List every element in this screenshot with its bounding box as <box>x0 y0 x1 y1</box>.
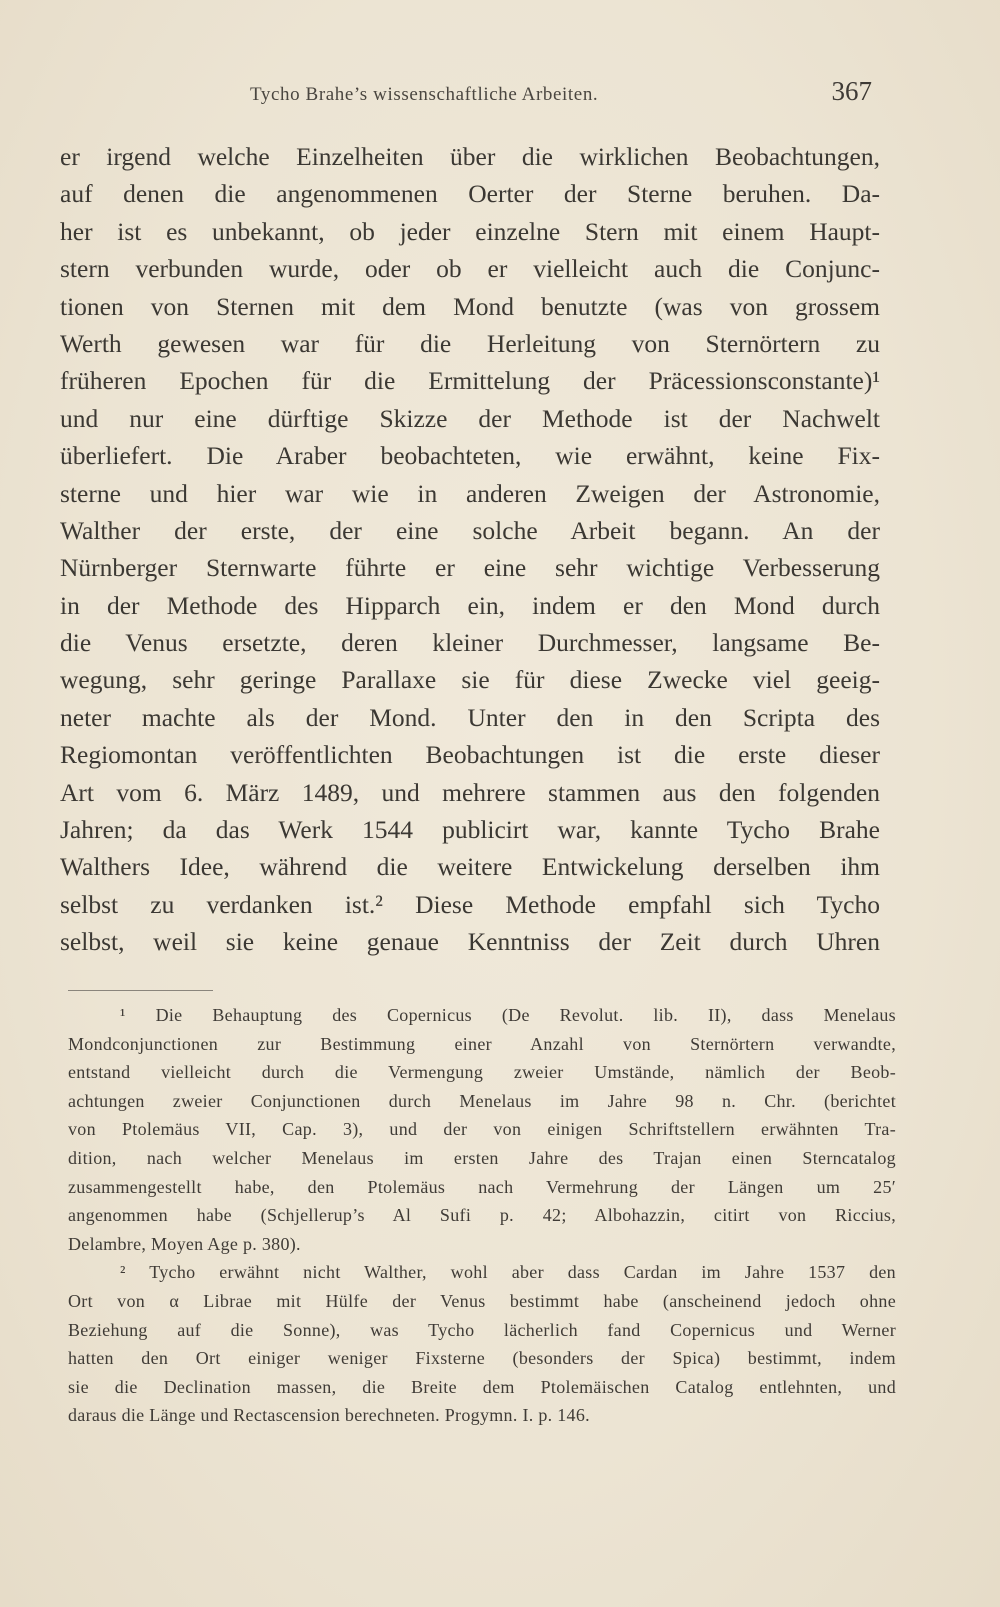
footnote-line: angenommen habe (Schjellerup’s Al Sufi p. 42; Albohazzin, citirt von Riccius, <box>68 1205 896 1226</box>
footnote-line: ² Tycho erwähnt nicht Walther, wohl aber dass Cardan im Jahre 1537 den <box>120 1262 896 1283</box>
text-line: Walther der erste, der eine solche Arbeit begann. An der <box>60 515 880 545</box>
text-line: Regiomontan veröffentlichten Beobachtungen ist die erste dieser <box>60 740 880 770</box>
footnote-line: ¹ Die Behauptung des Copernicus (De Revolut. lib. II), dass Menelaus <box>120 1005 896 1025</box>
text-line: Jahren; da das Werk 1544 publicirt war, kannte Tycho Brahe <box>60 815 880 845</box>
text-line: stern verbunden wurde, oder ob er vielleicht auch die Conjunc- <box>60 254 880 284</box>
text-line: selbst zu verdanken ist.² Diese Methode empfahl sich Tycho <box>60 889 880 919</box>
footnote-line: zusammengestellt habe, den Ptolemäus nach Vermehrung der Längen um 25′ <box>68 1176 896 1197</box>
footnote-line: Ort von α Librae mit Hülfe der Venus bestimmt habe (anscheinend jedoch ohne <box>68 1290 896 1311</box>
footnotes-block <box>68 1001 896 1430</box>
text-line: er irgend welche Einzelheiten über die wirklichen Beobachtungen, <box>60 142 880 171</box>
footnote-line: hatten den Ort einiger weniger Fixsterne (besonders der Spica) bestimmt, indem <box>68 1348 896 1369</box>
footnote-line: daraus die Länge und Rectascension berechneten. Progymn. I. p. 146. <box>68 1405 590 1426</box>
running-title: Tycho Brahe’s wissenschaftliche Arbeiten. <box>250 84 599 105</box>
footnote-line: entstand vielleicht durch die Vermengung zweier Umstände, nämlich der Beob- <box>68 1062 896 1083</box>
text-line: wegung, sehr geringe Parallaxe sie für diese Zwecke viel geeig- <box>60 665 880 695</box>
footnote-line: Delambre, Moyen Age p. 380). <box>68 1233 301 1254</box>
text-line: sterne und hier war wie in anderen Zweigen der Astronomie, <box>60 478 880 508</box>
text-line: tionen von Sternen mit dem Mond benutzte (was von grossem <box>60 291 880 321</box>
text-line: Nürnberger Sternwarte führte er eine sehr wichtige Verbesserung <box>60 553 880 583</box>
footnote-separator <box>68 990 213 991</box>
text-line: her ist es unbekannt, ob jeder einzelne Stern mit einem Haupt- <box>60 216 880 246</box>
page-number: 367 <box>831 76 872 106</box>
text-line: Art vom 6. März 1489, und mehrere stammen aus den folgenden <box>60 777 880 807</box>
footnote-line: Beziehung auf die Sonne), was Tycho lächerlich fand Copernicus und Werner <box>68 1319 896 1340</box>
footnote-line: von Ptolemäus VII, Cap. 3), und der von einigen Schriftstellern erwähnten Tra- <box>68 1119 896 1140</box>
footnote-line: achtungen zweier Conjunctionen durch Menelaus im Jahre 98 n. Chr. (berichtet <box>68 1090 896 1111</box>
text-line: Walthers Idee, während die weitere Entwickelung derselben ihm <box>60 852 880 882</box>
text-line: neter machte als der Mond. Unter den in den Scripta des <box>60 702 880 732</box>
text-line: Werth gewesen war für die Herleitung von Sternörtern zu <box>60 328 880 358</box>
text-line: die Venus ersetzte, deren kleiner Durchmesser, langsame Be- <box>60 628 880 658</box>
footnote-line: dition, nach welcher Menelaus im ersten Jahre des Trajan einen Sterncatalog <box>68 1147 896 1168</box>
footnote-line: sie die Declination massen, die Breite dem Ptolemäischen Catalog entlehnten, und <box>68 1376 896 1397</box>
text-line: auf denen die angenommenen Oerter der Sterne beruhen. Da- <box>60 179 880 209</box>
footnote-line: Mondconjunctionen zur Bestimmung einer Anzahl von Sternörtern verwandte, <box>68 1033 896 1054</box>
text-line: in der Methode des Hipparch ein, indem er den Mond durch <box>60 590 880 620</box>
text-line: früheren Epochen für die Ermittelung der Präcessionsconstante)¹ <box>60 366 880 396</box>
text-line: überliefert. Die Araber beobachteten, wie erwähnt, keine Fix- <box>60 441 880 471</box>
main-text-block <box>60 138 880 961</box>
text-line: selbst, weil sie keine genaue Kenntniss der Zeit durch Uhren <box>60 927 880 957</box>
text-line: und nur eine dürftige Skizze der Methode ist der Nachwelt <box>60 403 880 433</box>
page-header <box>250 76 872 112</box>
